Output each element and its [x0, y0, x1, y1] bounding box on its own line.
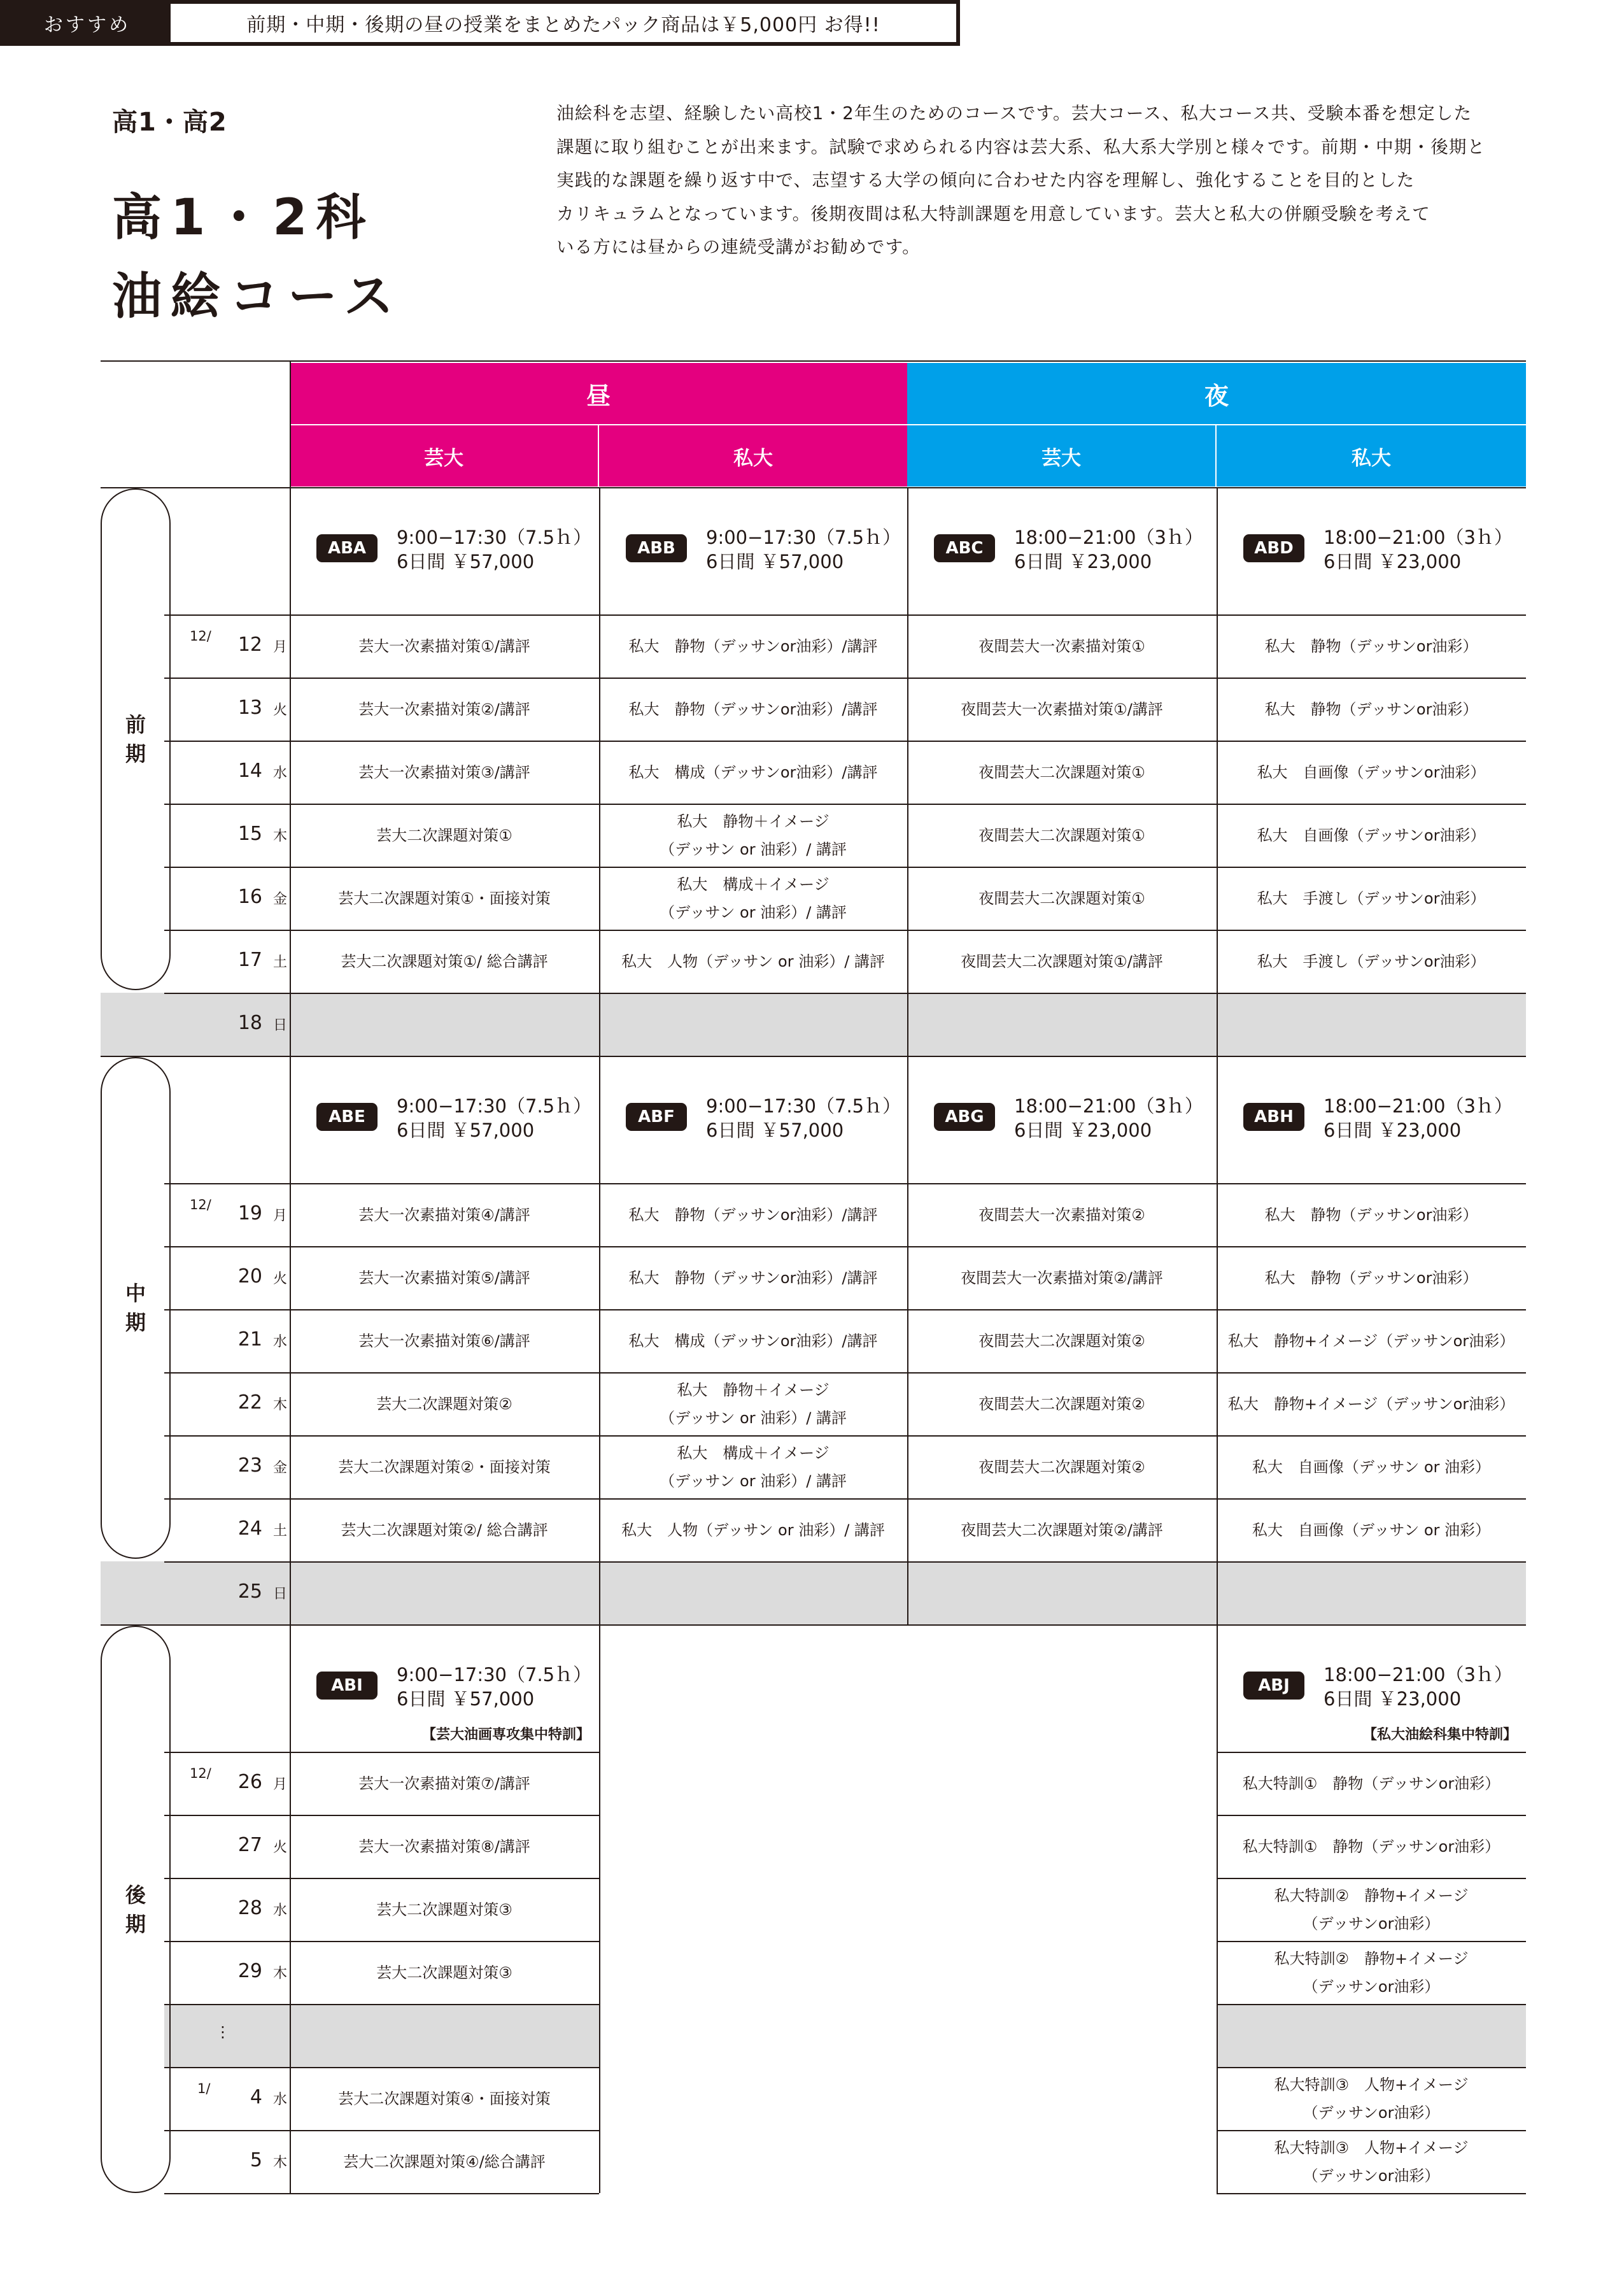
- schedule-cell: 私大 静物＋イメージ （デッサン or 油彩）/ 講評: [660, 812, 847, 858]
- schedule-cell: 芸大二次課題対策②・面接対策: [338, 1458, 551, 1476]
- table-rule: [164, 867, 1526, 868]
- date-weekday: 金: [272, 891, 287, 907]
- table-rule: [164, 1752, 599, 1753]
- schedule-cell: 私大 人物（デッサン or 油彩）/ 講評: [621, 952, 885, 970]
- schedule-cell: 私大特訓③ 人物+イメージ （デッサンor油彩）: [1274, 2075, 1469, 2122]
- schedule-cell: 夜間芸大一次素描対策②/講評: [961, 1268, 1163, 1287]
- date-cell: [164, 1561, 289, 1624]
- table-rule: [164, 1498, 1526, 1500]
- schedule-cell: 芸大二次課題対策③: [376, 1900, 512, 1919]
- period-label: 前 期: [125, 713, 146, 766]
- date-cell: [164, 1815, 289, 1878]
- course-code-badge: ABA: [316, 534, 378, 562]
- date-cell: [164, 2067, 289, 2130]
- date-weekday: 金: [272, 1460, 287, 1476]
- schedule-cell: 夜間芸大二次課題対策①/講評: [961, 952, 1163, 970]
- table-rule: [1217, 1878, 1526, 1879]
- schedule-cell: 私大 手渡し（デッサンor油彩）: [1257, 952, 1486, 970]
- date-day: 26: [237, 1771, 262, 1793]
- course-code-badge: ABD: [1243, 534, 1304, 562]
- course-code-badge: ABH: [1243, 1103, 1304, 1131]
- date-day: 25: [237, 1580, 262, 1603]
- date-day: 29: [237, 1960, 262, 1982]
- date-cell: [164, 2130, 289, 2193]
- date-cell: [164, 930, 289, 993]
- header-night: 夜: [907, 363, 1526, 424]
- course-price: 6日間 ￥23,000: [1014, 1119, 1152, 1141]
- schedule-cell: 芸大一次素描対策①/講評: [358, 637, 530, 655]
- schedule-cell: 芸大二次課題対策①/ 総合講評: [341, 952, 548, 970]
- date-weekday: 月: [272, 1208, 287, 1224]
- course-time: 18:00−21:00（3ｈ）: [1324, 1095, 1513, 1117]
- course-code-badge: ABJ: [1243, 1672, 1304, 1700]
- schedule-cell: 私大 自画像（デッサン or 油彩）: [1252, 1521, 1491, 1539]
- course-time: 9:00−17:30（7.5ｈ）: [397, 527, 592, 548]
- schedule-cell: 私大 人物（デッサン or 油彩）/ 講評: [621, 1521, 885, 1539]
- course-time: 18:00−21:00（3ｈ）: [1014, 1095, 1203, 1117]
- schedule-cell: 私大 構成（デッサンor油彩）/講評: [628, 1331, 878, 1350]
- table-rule: [290, 1626, 291, 2193]
- date-weekday: 木: [272, 1397, 287, 1413]
- course-code-badge: ABC: [934, 534, 995, 562]
- date-day: 27: [237, 1834, 262, 1856]
- course-code-badge: ABG: [934, 1103, 995, 1131]
- date-day: 12: [237, 634, 262, 656]
- recommend-banner: [0, 0, 960, 46]
- schedule-cell: 私大 手渡し（デッサンor油彩）: [1257, 889, 1486, 907]
- table-rule: [1217, 1626, 1218, 2193]
- table-rule: [164, 930, 1526, 931]
- schedule-cell: 私大特訓③ 人物+イメージ （デッサンor油彩）: [1274, 2138, 1469, 2185]
- schedule-cell: [290, 2004, 599, 2067]
- course-time: 9:00−17:30（7.5ｈ）: [397, 1664, 592, 1686]
- table-rule: [164, 2193, 599, 2194]
- date-weekday: 木: [272, 828, 287, 844]
- schedule-cell: 芸大二次課題対策④・面接対策: [338, 2089, 551, 2108]
- schedule-cell: 芸大一次素描対策⑦/講評: [358, 1774, 530, 1793]
- table-rule: [290, 1057, 291, 1624]
- table-rule: [101, 1056, 1526, 1057]
- table-rule: [907, 1057, 908, 1624]
- intro-line: 実践的な課題を繰り返す中で、志望する大学の傾向に合わせた内容を理解し、強化することを目的とした: [556, 170, 1415, 190]
- schedule-cell: 私大 自画像（デッサンor油彩）: [1257, 826, 1486, 844]
- course-time: 18:00−21:00（3ｈ）: [1324, 527, 1513, 548]
- course-price: 6日間 ￥57,000: [397, 551, 535, 572]
- table-rule: [164, 2130, 599, 2131]
- schedule-cell: 私大 構成（デッサンor油彩）/講評: [628, 763, 878, 781]
- schedule-cell: [1217, 2004, 1526, 2067]
- course-title-line1: 高1・2科: [112, 189, 375, 246]
- schedule-cell: 私大 構成＋イメージ （デッサン or 油彩）/ 講評: [660, 1444, 847, 1490]
- holiday-row: [101, 1561, 1526, 1624]
- schedule-cell: 私大 自画像（デッサン or 油彩）: [1252, 1458, 1491, 1476]
- course-time: 9:00−17:30（7.5ｈ）: [397, 1095, 592, 1117]
- date-weekday: 土: [272, 1523, 287, 1539]
- schedule-cell: 夜間芸大二次課題対策②: [978, 1458, 1145, 1476]
- schedule-cell: 夜間芸大二次課題対策②: [978, 1395, 1145, 1413]
- date-day: 5: [250, 2149, 262, 2171]
- date-day: ⋮: [215, 2023, 230, 2041]
- schedule-cell: 芸大二次課題対策①・面接対策: [338, 889, 551, 907]
- schedule-cell: 私大 構成＋イメージ （デッサン or 油彩）/ 講評: [660, 875, 847, 921]
- date-weekday: 月: [272, 1777, 287, 1793]
- table-rule: [164, 1561, 1526, 1563]
- table-rule: [1217, 1057, 1218, 1624]
- course-code-badge: ABF: [626, 1103, 687, 1131]
- date-day: 17: [237, 949, 262, 971]
- table-rule: [1217, 2004, 1526, 2005]
- course-time: 9:00−17:30（7.5ｈ）: [706, 1095, 901, 1117]
- table-rule: [1217, 2130, 1526, 2131]
- date-day: 19: [237, 1202, 262, 1225]
- table-rule: [290, 488, 291, 1056]
- table-rule: [599, 1626, 600, 2193]
- grade-label: 高1・高2: [112, 108, 227, 137]
- schedule-cell: 芸大二次課題対策②/ 総合講評: [341, 1521, 548, 1539]
- header-col-geidai-night: 芸大: [907, 425, 1215, 486]
- table-rule: [164, 1246, 1526, 1247]
- date-day: 13: [237, 697, 262, 719]
- schedule-cell: 私大 静物+イメージ（デッサンor油彩）: [1227, 1331, 1515, 1350]
- schedule-cell: 私大 自画像（デッサンor油彩）: [1257, 763, 1486, 781]
- schedule-cell: 夜間芸大二次課題対策①: [978, 763, 1145, 781]
- table-rule: [907, 488, 908, 1056]
- date-day: 4: [250, 2086, 262, 2108]
- intro-line: いる方には昼からの連続受講がお勧めです。: [556, 237, 921, 257]
- schedule-cell: 夜間芸大一次素描対策②: [978, 1205, 1145, 1224]
- schedule-cell: 夜間芸大二次課題対策②/講評: [961, 1521, 1163, 1539]
- date-weekday: 日: [272, 1018, 287, 1033]
- table-rule: [1217, 2193, 1526, 2194]
- table-rule: [164, 804, 1526, 805]
- date-weekday: 水: [272, 1334, 287, 1350]
- date-cell: [164, 1752, 289, 1815]
- schedule-cell: 芸大二次課題対策④/総合講評: [343, 2152, 546, 2171]
- table-rule: [164, 614, 1526, 616]
- date-cell: [164, 1372, 289, 1435]
- date-weekday: 土: [272, 955, 287, 970]
- schedule-cell: 私大 静物（デッサンor油彩）: [1264, 637, 1478, 655]
- course-price: 6日間 ￥57,000: [706, 1119, 844, 1141]
- course-price: 6日間 ￥23,000: [1014, 551, 1152, 572]
- schedule-cell: 私大特訓① 静物（デッサンor油彩）: [1242, 1774, 1500, 1793]
- date-day: 23: [237, 1454, 262, 1477]
- date-month: 12/: [190, 1766, 211, 1781]
- schedule-cell: 芸大一次素描対策④/講評: [358, 1205, 530, 1224]
- date-weekday: 火: [272, 702, 287, 718]
- table-rule: [164, 1435, 1526, 1437]
- date-cell: [164, 1183, 289, 1246]
- schedule-cell: 私大 静物（デッサンor油彩）/講評: [628, 1205, 878, 1224]
- date-cell: [164, 741, 289, 804]
- holiday-row: [101, 993, 1526, 1056]
- date-weekday: 火: [272, 1840, 287, 1856]
- date-cell: [164, 2004, 289, 2067]
- intro-line: 油絵科を志望、経験したい高校1・2年生のためのコースです。芸大コース、私大コース共、受験本番を想定した: [556, 103, 1472, 124]
- schedule-cell: 私大 静物＋イメージ （デッサン or 油彩）/ 講評: [660, 1381, 847, 1427]
- table-rule: [1217, 1941, 1526, 1942]
- recommend-tag: おすすめ: [4, 4, 171, 42]
- course-price: 6日間 ￥23,000: [1324, 551, 1462, 572]
- date-day: 28: [237, 1897, 262, 1919]
- course-price: 6日間 ￥23,000: [1324, 1119, 1462, 1141]
- date-day: 15: [237, 823, 262, 845]
- table-rule: [1217, 2067, 1526, 2068]
- date-month: 12/: [190, 1197, 211, 1212]
- schedule-cell: 芸大一次素描対策⑧/講評: [358, 1837, 530, 1856]
- table-rule: [164, 1941, 599, 1942]
- table-rule: [1217, 1815, 1526, 1816]
- date-weekday: 水: [272, 2092, 287, 2108]
- table-rule: [101, 1624, 1526, 1626]
- course-code-badge: ABE: [316, 1103, 378, 1131]
- course-note: 【芸大油画専攻集中特訓】: [421, 1727, 590, 1743]
- date-cell: [164, 1941, 289, 2004]
- header-day: 昼: [290, 363, 907, 424]
- course-note: 【私大油絵科集中特訓】: [1362, 1727, 1517, 1743]
- table-rule: [1217, 1752, 1526, 1753]
- schedule-cell: 芸大二次課題対策②: [376, 1395, 512, 1413]
- course-title: [112, 178, 402, 336]
- table-rule: [164, 993, 1526, 994]
- date-weekday: 火: [272, 1271, 287, 1287]
- schedule-cell: 芸大一次素描対策⑥/講評: [358, 1331, 530, 1350]
- date-weekday: 月: [272, 639, 287, 655]
- table-rule: [164, 678, 1526, 679]
- date-day: 20: [237, 1265, 262, 1288]
- date-day: 16: [237, 886, 262, 908]
- date-month: 1/: [197, 2081, 211, 2096]
- period-label: 中 期: [125, 1281, 146, 1335]
- date-month: 12/: [190, 628, 211, 644]
- course-price: 6日間 ￥23,000: [1324, 1688, 1462, 1710]
- table-rule: [1217, 488, 1218, 1056]
- header-col-shidai-night: 私大: [1217, 425, 1526, 486]
- date-weekday: 木: [272, 1966, 287, 1982]
- date-day: 14: [237, 760, 262, 782]
- schedule-cell: 夜間芸大二次課題対策②: [978, 1331, 1145, 1350]
- date-cell: [164, 678, 289, 741]
- date-weekday: 日: [272, 1586, 287, 1602]
- table-rule: [101, 360, 1526, 362]
- table-rule: [164, 1372, 1526, 1374]
- date-day: 18: [237, 1012, 262, 1034]
- date-weekday: 水: [272, 765, 287, 781]
- schedule-cell: 芸大二次課題対策③: [376, 1963, 512, 1982]
- schedule-cell: 私大 静物（デッサンor油彩）/講評: [628, 637, 878, 655]
- course-price: 6日間 ￥57,000: [397, 1688, 535, 1710]
- table-rule: [164, 1878, 599, 1879]
- date-cell: [164, 1309, 289, 1372]
- table-rule: [164, 741, 1526, 742]
- schedule-cell: 私大特訓② 静物+イメージ （デッサンor油彩）: [1274, 1886, 1469, 1933]
- date-cell: [164, 993, 289, 1056]
- course-code-badge: ABB: [626, 534, 687, 562]
- table-rule: [101, 487, 1526, 488]
- date-cell: [164, 1435, 289, 1498]
- course-price: 6日間 ￥57,000: [397, 1119, 535, 1141]
- schedule-cell: 私大特訓② 静物+イメージ （デッサンor油彩）: [1274, 1949, 1469, 1996]
- table-rule: [164, 2004, 599, 2005]
- schedule-cell: 私大 静物（デッサンor油彩）: [1264, 700, 1478, 718]
- schedule-cell: 夜間芸大一次素描対策①: [978, 637, 1145, 655]
- course-title-line2: 油絵コース: [112, 268, 403, 325]
- schedule-cell: 私大 静物+イメージ（デッサンor油彩）: [1227, 1395, 1515, 1413]
- schedule-cell: 私大 静物（デッサンor油彩）/講評: [628, 700, 878, 718]
- table-rule: [164, 2067, 599, 2068]
- table-rule: [290, 360, 291, 488]
- date-day: 22: [237, 1391, 262, 1414]
- header-col-shidai-day: 私大: [599, 425, 907, 486]
- recommend-text: 前期・中期・後期の昼の授業をまとめたパック商品は￥5,000円 お得!!: [246, 14, 880, 36]
- period-label: 後 期: [125, 1882, 146, 1936]
- table-rule: [599, 1057, 600, 1624]
- date-day: 21: [237, 1328, 262, 1351]
- schedule-cell: 私大特訓① 静物（デッサンor油彩）: [1242, 1837, 1500, 1856]
- date-cell: [164, 1246, 289, 1309]
- schedule-cell: 芸大一次素描対策②/講評: [358, 700, 530, 718]
- table-rule: [599, 488, 600, 1056]
- course-time: 18:00−21:00（3ｈ）: [1014, 527, 1203, 548]
- table-rule: [164, 1815, 599, 1816]
- date-weekday: 水: [272, 1903, 287, 1919]
- schedule-cell: 夜間芸大二次課題対策①: [978, 826, 1145, 844]
- course-time: 18:00−21:00（3ｈ）: [1324, 1664, 1513, 1686]
- date-day: 24: [237, 1517, 262, 1540]
- schedule-cell: 夜間芸大二次課題対策①: [978, 889, 1145, 907]
- intro-line: 課題に取り組むことが出来ます。試験で求められる内容は芸大系、私大系大学別と様々です。前期・中期・後期と: [556, 136, 1486, 157]
- course-code-badge: ABI: [316, 1672, 378, 1700]
- intro-line: カリキュラムとなっています。後期夜間は私大特訓課題を用意しています。芸大と私大の併願受験を考えて: [556, 203, 1430, 224]
- date-cell: [164, 804, 289, 867]
- schedule-cell: 私大 静物（デッサンor油彩）/講評: [628, 1268, 878, 1287]
- schedule-cell: 芸大一次素描対策③/講評: [358, 763, 530, 781]
- table-rule: [164, 1183, 1526, 1184]
- date-cell: [164, 1878, 289, 1941]
- intro-paragraph: [556, 97, 1533, 264]
- course-price: 6日間 ￥57,000: [706, 551, 844, 572]
- schedule-cell: 芸大一次素描対策⑤/講評: [358, 1268, 530, 1287]
- header-col-geidai-day: 芸大: [290, 425, 598, 486]
- schedule-cell: 私大 静物（デッサンor油彩）: [1264, 1205, 1478, 1224]
- schedule-cell: 夜間芸大一次素描対策①/講評: [961, 700, 1163, 718]
- schedule-cell: 私大 静物（デッサンor油彩）: [1264, 1268, 1478, 1287]
- course-time: 9:00−17:30（7.5ｈ）: [706, 527, 901, 548]
- date-cell: [164, 614, 289, 678]
- table-rule: [164, 1309, 1526, 1310]
- date-cell: [164, 867, 289, 930]
- schedule-cell: 芸大二次課題対策①: [376, 826, 512, 844]
- date-cell: [164, 1498, 289, 1561]
- date-weekday: 木: [272, 2155, 287, 2171]
